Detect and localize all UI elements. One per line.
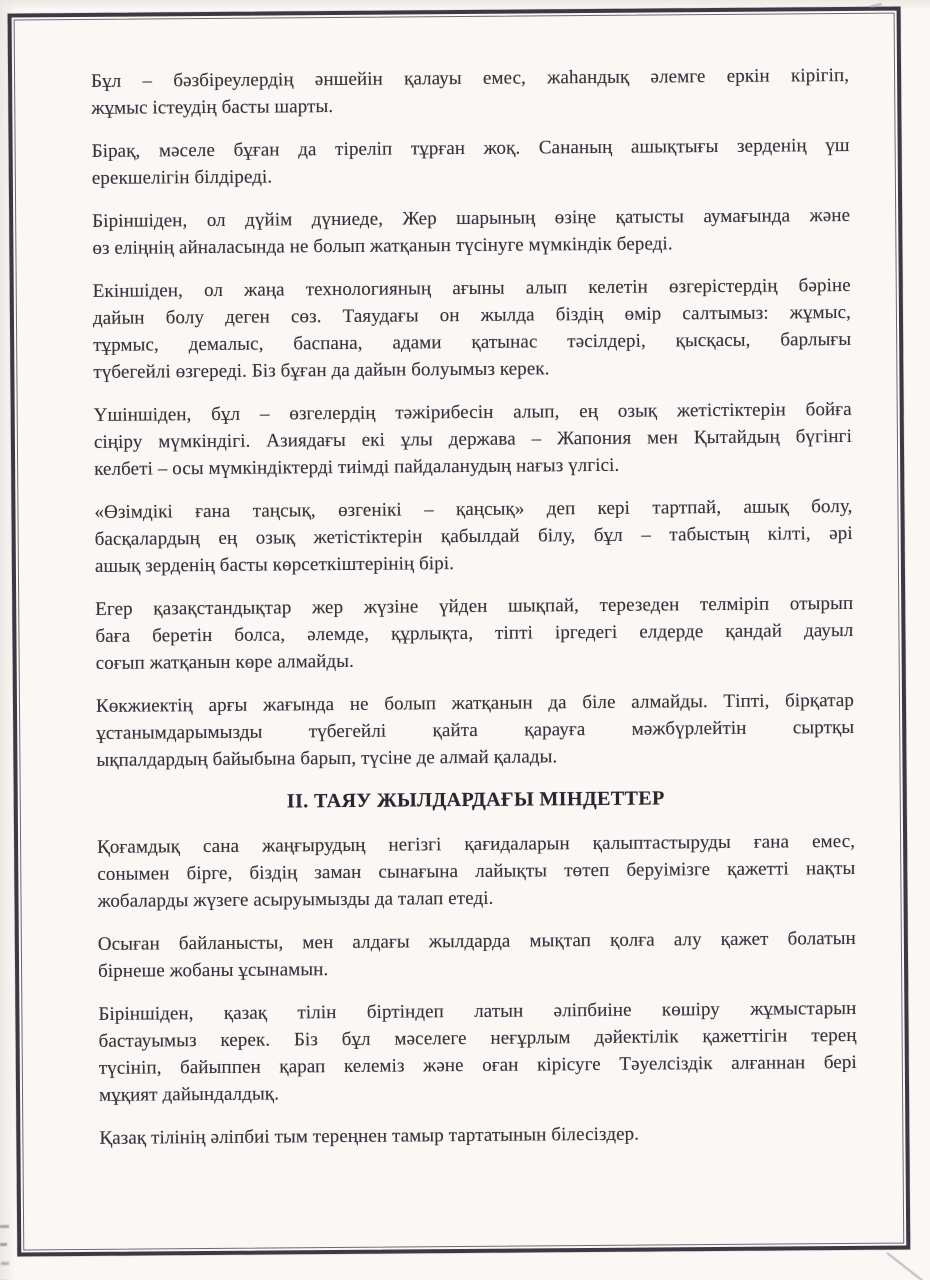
text-line: дайын болу деген сөз. Таяудағы он жылда біздің өмір салтымыз: жұмыс, xyxy=(92,301,852,329)
paragraph xyxy=(96,687,855,774)
text-line: Бірақ, мәселе бұған да тіреліп тұрған жоқ. Сананың ашықтығы зерденің үш xyxy=(91,134,850,162)
text-line: Осыған байланысты, мен алдағы жылдарда мықтап қолға алу қажет болатын xyxy=(97,927,856,955)
paragraph xyxy=(91,62,849,122)
text-line: ашық зерденің басты көрсеткіштерінің бірі. xyxy=(94,553,455,577)
page-frame-outer xyxy=(8,7,911,1257)
text-line: келбеті – осы мүмкіндіктерді тиімді пайдаланудың нағыз үлгісі. xyxy=(94,454,620,480)
text-line: Қоғамдық сана жаңғырудың негізгі қағидаларын қалыптастыруды ғана емес, xyxy=(97,830,856,858)
paragraph xyxy=(94,493,853,580)
text-line: жобаларды жүзеге асыруымызды да талап етеді. xyxy=(97,887,494,912)
text-line: жұмыс істеудің басты шарты. xyxy=(91,96,334,119)
section-heading: II. ТАЯУ ЖЫЛДАРДАҒЫ МІНДЕТТЕР xyxy=(286,787,665,813)
text-line: өз еліңнің айналасында не болып жатқанын түсінуге мүмкіндік береді. xyxy=(92,233,673,259)
paragraph xyxy=(94,396,853,483)
text-line: мұқият дайындалдық. xyxy=(98,1083,280,1106)
text-line: бірнеше жобаны ұсынамын. xyxy=(98,959,329,982)
page-frame-inner xyxy=(14,13,905,1251)
paragraph xyxy=(99,1119,857,1152)
text-line: түбегейлі өзгереді. Біз бұған да дайын болуымыз керек. xyxy=(93,358,550,383)
text-line: Біріншіден, қазақ тілін біртіндеп латын әліпбиіне көшіру жұмыстарын xyxy=(98,997,857,1025)
text-line: Егер қазақстандықтар жер жүзіне үйден шықпай, терезеден телміріп отырып xyxy=(95,592,854,620)
text-line: Қазақ тілінің әліпбиі тым тереңнен тамыр тартатынын білесіздер. xyxy=(99,1123,640,1149)
text-line: ерекшелігін білдіреді. xyxy=(91,166,273,189)
text-line: соғып жатқанын көре алмайды. xyxy=(95,650,355,674)
paragraph xyxy=(98,995,857,1109)
text-line: Көкжиектің арғы жағында не болып жатқанын да біле алмайды. Тіпті, бірқатар xyxy=(95,689,855,717)
text-line: баға беретін болса, әлемде, құрлықта, тіпті іргедегі елдерде қандай дауыл xyxy=(95,619,854,647)
text-line: ұстанымдарымызды түбегейлі қайта қарауға мәжбүрлейтін сыртқы xyxy=(96,716,855,744)
text-line: «Өзімдікі ғана таңсық, өзгенікі – қаңсық» деп кері тартпай, ашық болу, xyxy=(94,495,853,523)
paragraph xyxy=(92,202,850,262)
text-line: ықпалдардың байыбына барып, түсіне де алмай қалады. xyxy=(96,746,558,771)
text-line: Үшіншіден, бұл – өзгелердің тәжірибесін алып, ең озық жетістіктерін бойға xyxy=(93,398,852,426)
paragraph xyxy=(95,590,854,677)
text-line: түсініп, байыппен қарап келеміз және оған кірісуге Тәуелсіздік алғаннан бері xyxy=(98,1051,857,1079)
text-line: бастауымыз керек. Біз бұл мәселеге неғұрлым дәйектілік қажеттігін терең xyxy=(98,1024,857,1052)
text-line: Екіншіден, ол жаңа технологияның ағыны алып келетін өзгерістердің бәріне xyxy=(92,274,851,302)
document-body xyxy=(15,14,903,1153)
text-line: сонымен бірге, біздің заман сынағына лайықты төтеп беруімізге қажетті нақты xyxy=(97,857,856,885)
text-line: басқалардың ең озық жетістіктерін қабылдай білу, бұл – табыстың кілті, әрі xyxy=(94,522,853,550)
paragraph xyxy=(93,272,852,386)
text-line: Біріншіден, ол дүйім дүниеде, Жер шарының өзіңе қатысты аумағында және xyxy=(92,204,851,232)
paragraph xyxy=(92,132,850,192)
paragraph xyxy=(98,925,856,985)
text-line: тұрмыс, демалыс, баспана, адами қатынас тәсілдері, қысқасы, барлығы xyxy=(93,328,852,356)
text-line: Бұл – бәзбіреулердің әншейін қалауы емес, жаһандық әлемге еркін кірігіп, xyxy=(91,64,850,92)
text-line: сіңіру мүмкіндігі. Азиядағы екі ұлы держава – Жапония мен Қытайдың бүгінгі xyxy=(93,425,852,453)
paragraph xyxy=(97,828,856,915)
